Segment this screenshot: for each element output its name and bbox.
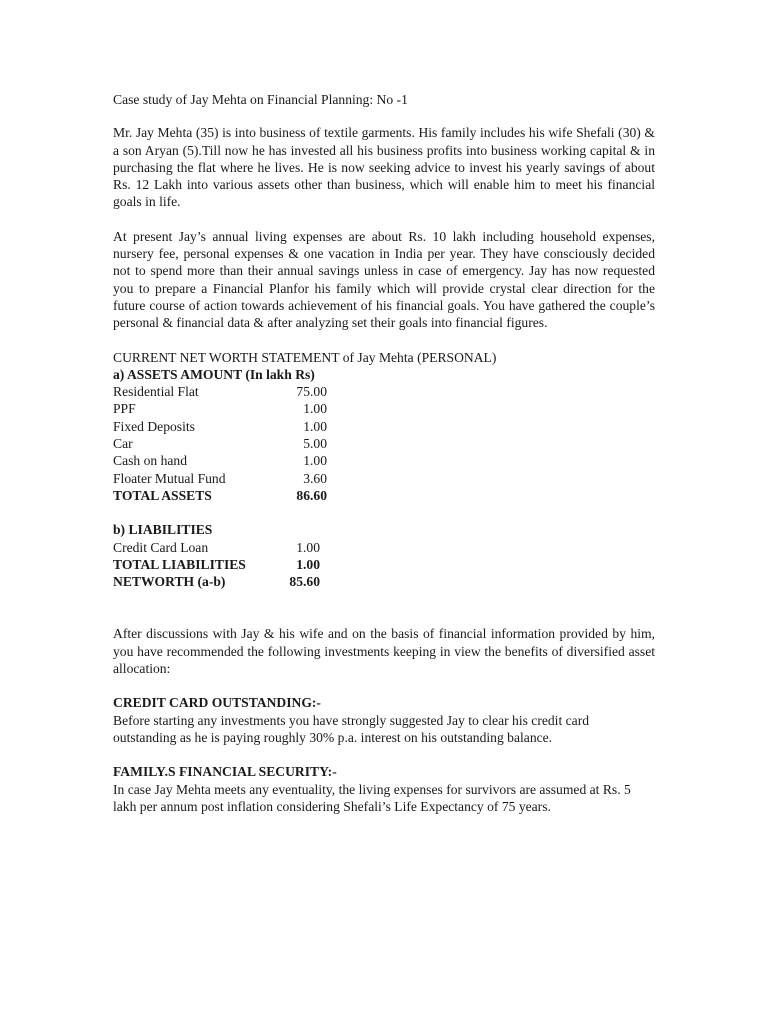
asset-amount: 3.60	[303, 470, 327, 486]
asset-row	[113, 400, 655, 417]
asset-row	[113, 383, 655, 400]
expenses-paragraph: At present Jay’s annual living expenses are about Rs. 10 lakh including household expenses, nursery fee, personal expenses & one vacation in India per year. They have consciously decided not to spend more than their annual savings unless in case of emergency. Jay has now requested you to prepare a Financial Planfor his family which will provide crystal clear direction for the future course of action towards achievement of his financial goals. You have gathered the couple’s personal & financial data & after analyzing set their goals into financial figures.	[113, 228, 655, 331]
total-assets-label: TOTAL ASSETS	[113, 487, 212, 503]
asset-amount: 5.00	[303, 436, 327, 452]
asset-label: Fixed Deposits	[113, 418, 195, 434]
family-security-body: In case Jay Mehta meets any eventuality, the living expenses for survivors are assumed at Rs. 5 lakh per annum post inflation considering Shefali’s Life Expectancy of 75 years.	[113, 781, 631, 814]
liability-label: Credit Card Loan	[113, 539, 209, 555]
credit-card-body: Before starting any investments you have strongly suggested Jay to clear his credit card outstanding as he is paying roughly 30% p.a. interest on his outstanding balance.	[113, 712, 590, 745]
recommendations-intro: After discussions with Jay & his wife and on the basis of financial information provided by him, you have recommended the following investments keeping in view the benefits of diversified asset allocation:	[113, 626, 655, 677]
networth-row	[113, 573, 655, 590]
liabilities-list	[113, 539, 655, 591]
credit-card-heading: CREDIT CARD OUTSTANDING:-	[113, 695, 321, 711]
networth-label: NETWORTH (a-b)	[113, 574, 226, 590]
asset-label: PPF	[113, 401, 136, 417]
intro-paragraph: Mr. Jay Mehta (35) is into business of textile garments. His family includes his wife Shefali (30) & a son Aryan (5).Till now he has invested all his business profits into business working capital & in purchasing the flat where he lives. He is now seeking advice to invest his yearly savings of about Rs. 12 Lakh into various assets other than business, which will enable him to meet his financial goals in life.	[113, 125, 655, 210]
total-liabilities-label: TOTAL LIABILITIES	[113, 556, 246, 572]
asset-label: Residential Flat	[113, 384, 199, 400]
asset-row	[113, 418, 655, 435]
total-assets-amount: 86.60	[296, 487, 327, 503]
family-security-heading: FAMILY.S FINANCIAL SECURITY:-	[113, 764, 337, 780]
networth-statement	[113, 349, 655, 591]
family-security-section	[113, 763, 655, 815]
document-title: Case study of Jay Mehta on Financial Planning: No -1	[113, 92, 408, 107]
networth-amount: 85.60	[289, 574, 320, 590]
total-assets-row	[113, 487, 655, 504]
document-page	[113, 91, 655, 815]
assets-heading: a) ASSETS AMOUNT (In lakh Rs)	[113, 366, 315, 382]
asset-amount: 1.00	[303, 453, 327, 469]
total-liabilities-row	[113, 556, 655, 573]
asset-row	[113, 470, 655, 487]
asset-label: Floater Mutual Fund	[113, 470, 226, 486]
total-liabilities-amount: 1.00	[296, 556, 320, 572]
assets-list	[113, 383, 655, 504]
credit-card-section	[113, 694, 655, 746]
asset-row	[113, 435, 655, 452]
liabilities-heading: b) LIABILITIES	[113, 522, 213, 538]
asset-amount: 75.00	[296, 384, 327, 400]
asset-amount: 1.00	[303, 401, 327, 417]
networth-statement-title: CURRENT NET WORTH STATEMENT of Jay Mehta (PERSONAL)	[113, 349, 497, 365]
asset-label: Cash on hand	[113, 453, 188, 469]
asset-label: Car	[113, 436, 133, 452]
asset-amount: 1.00	[303, 418, 327, 434]
liability-row	[113, 539, 655, 556]
liability-amount: 1.00	[296, 539, 320, 555]
asset-row	[113, 452, 655, 469]
